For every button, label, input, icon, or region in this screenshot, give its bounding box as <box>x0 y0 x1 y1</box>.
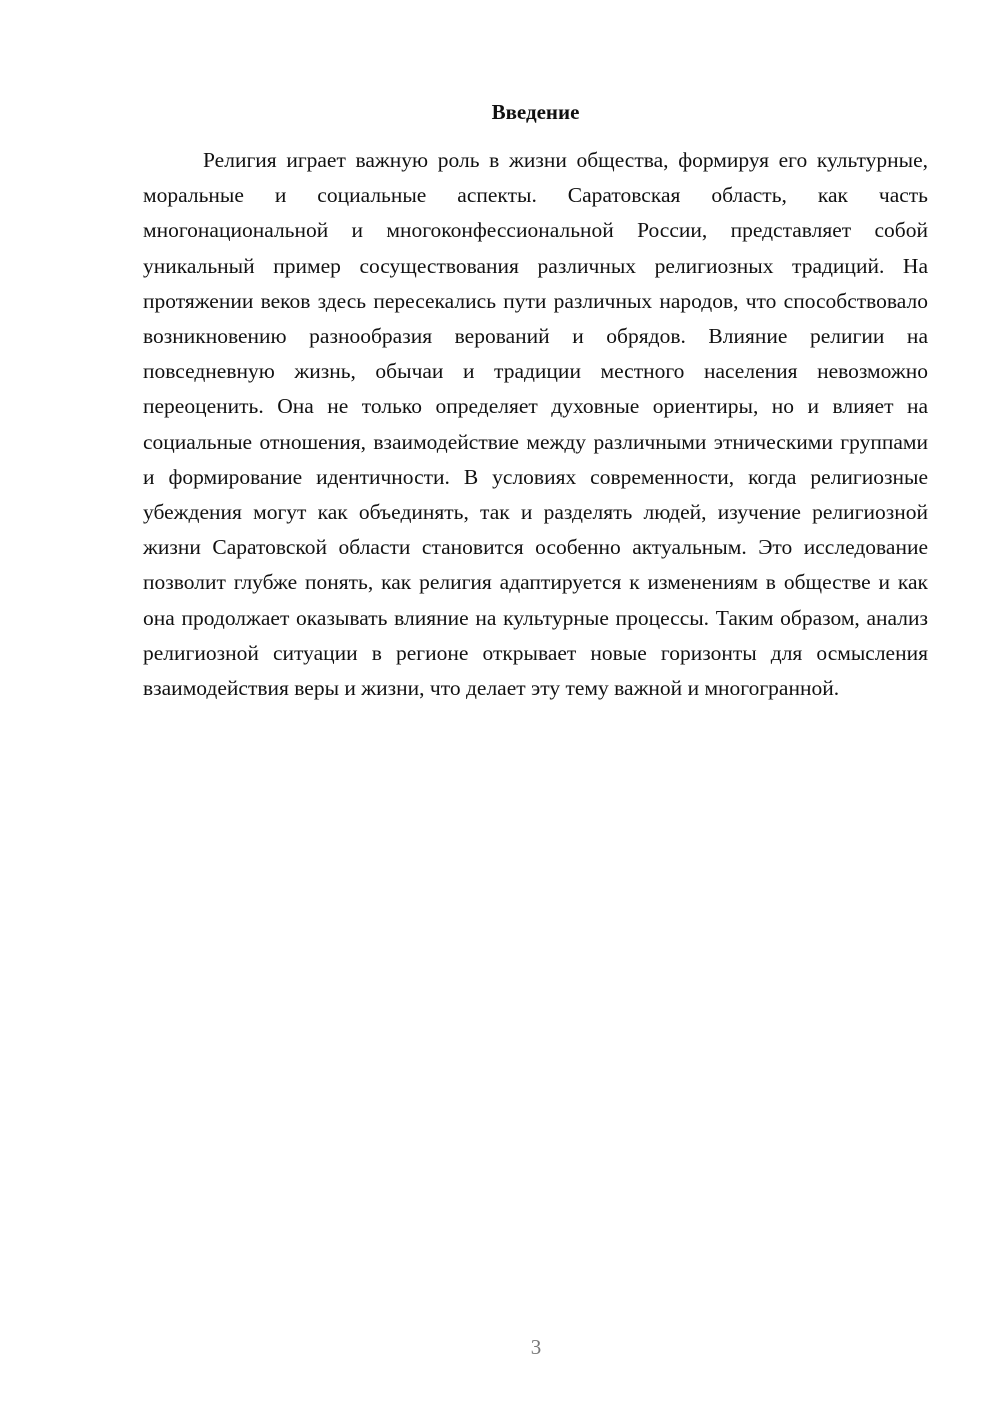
heading-container <box>143 98 928 126</box>
page-title: Введение <box>491 100 580 124</box>
body-paragraph: Религия играет важную роль в жизни общества, формируя его культурные, моральные и социальные аспекты. Саратовская область, как часть многонациональной и многоконфессиональной России, представляет собой уникальный пример сосуществования различных религиозных традиций. На протяжении веков здесь пересекались пути различных народов, что способствовало возникновению разнообразия верований и обрядов. Влияние религии на повседневную жизнь, обычаи и традиции местного населения невозможно переоценить. Она не только определяет духовные ориентиры, но и влияет на социальные отношения, взаимодействие между различными этническими группами и формирование идентичности. В условиях современности, когда религиозные убеждения могут как объединять, так и разделять людей, изучение религиозной жизни Саратовской области становится особенно актуальным. Это исследование позволит глубже понять, как религия адаптируется к изменениям в обществе и как она продолжает оказывать влияние на культурные процессы. Таким образом, анализ религиозной ситуации в регионе открывает новые горизонты для осмысления взаимодействия веры и жизни, что делает эту тему важной и многогранной. <box>143 148 928 701</box>
page-number: 3 <box>530 1335 542 1359</box>
